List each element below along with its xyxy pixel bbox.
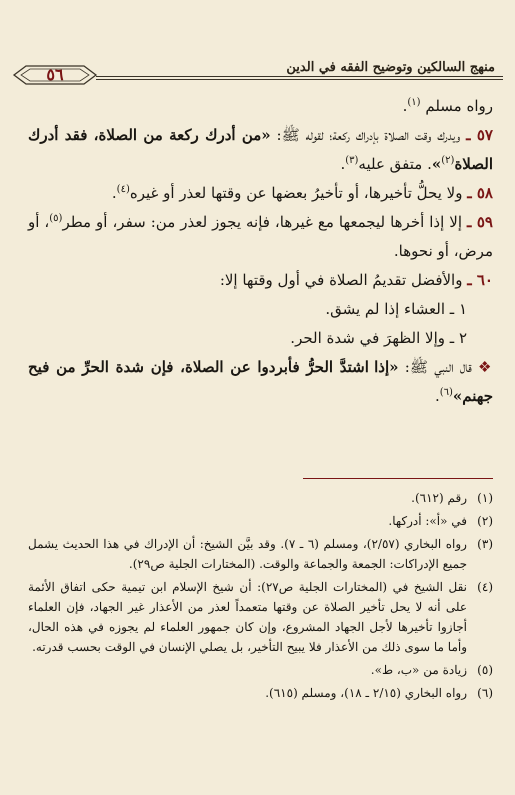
footnote-ref: (٣): [345, 155, 359, 166]
footnote: [28, 660, 493, 680]
hadith-quote: «إذا اشتدَّ الحرُّ فأبردوا عن الصلاة، فإن شدة الحرِّ من فيح جهنم»: [28, 358, 493, 405]
text: .: [434, 387, 440, 405]
running-header: [12, 46, 503, 86]
page-number-frame: [12, 64, 98, 86]
footnote-ref: (٢): [441, 155, 455, 166]
footnote: [28, 577, 493, 657]
rule-number: ٦٠ ـ: [467, 271, 493, 289]
quote-close: »: [431, 155, 442, 173]
footnote-number: (٦): [477, 686, 493, 700]
text: والأفضل تقديمُ الصلاة في أول وقتها إلا:: [219, 271, 463, 289]
footnote-text: رقم (٦١٢).: [411, 491, 467, 505]
footnote-text: رواه البخاري (٢/١٥ ـ ١٨)، ومسلم (٦١٥).: [265, 686, 467, 700]
page-number: ٥٦: [46, 65, 64, 84]
text: رواه مسلم: [425, 97, 493, 115]
paragraph-59: [28, 208, 493, 266]
footnote-number: (٣): [477, 537, 493, 551]
footnote-number: (٥): [477, 663, 493, 677]
footnote: [28, 534, 493, 574]
footnotes: [28, 488, 493, 706]
rule-number: ٥٩ ـ: [467, 213, 493, 231]
book-title: منهج السالكين وتوضيح الفقه في الدين: [286, 60, 495, 75]
ornament-bullet-icon: ❖: [478, 358, 493, 376]
footnote-number: (٢): [477, 514, 493, 528]
footnote-ref: (٦): [439, 387, 453, 398]
paragraph-60: [28, 266, 493, 295]
list-item-1: ١ ـ العشاء إذا لم يشق.: [325, 300, 467, 318]
footnote-ref: (٥): [49, 213, 63, 224]
footnote: [28, 488, 493, 508]
hadith-paragraph: [28, 353, 493, 411]
paragraph-0: رواه مسلم $^{(١)}$.: [402, 97, 493, 115]
text: ولا يحلُّ تأخيرها، أو تأخيرُ بعضها عن وقتها لعذر أو غيره: [129, 184, 463, 202]
footnote-text: رواه البخاري (٢/٥٧)، ومسلم (٦ ـ ٧). وقد بيَّن الشيخ: أن الإدراك في هذا الحديث يشمل جميع الإدراكات: الجمعة والجماعة والوقت. (المختارات الجلية ص٢٩).: [28, 537, 467, 571]
rule-number: ٥٨ ـ: [467, 184, 493, 202]
footnote-text: في «أ»: أدركها.: [388, 514, 467, 528]
rule-number: ٥٧ ـ: [466, 126, 493, 144]
text: ويدرك وقت الصلاة بإدراك ركعة؛ لقوله ﷺ:: [276, 126, 461, 144]
header-rule: [96, 76, 503, 77]
paragraph-57: ٥٧ ـ ويدرك وقت الصلاة بإدراك ركعة؛ لقوله ﷺ: «من أدرك ركعة من الصلاة، فقد أدرك الصلاة$^{(٢)}$». متفق عليه$^{(٣)}$.: [28, 126, 493, 173]
hadith-quote: «من أدرك ركعة من الصلاة، فقد أدرك الصلاة: [28, 126, 493, 173]
footnote-number: (١): [477, 491, 493, 505]
paragraph-58: ٥٨ ـ ولا يحلُّ تأخيرها، أو تأخيرُ بعضها عن وقتها لعذر أو غيره$^{(٤)}$.: [111, 184, 493, 202]
footnote-divider: [303, 478, 493, 479]
footnote-text: زيادة من «ب، ط».: [370, 663, 467, 677]
text: ، أو مرض، أو نحوها.: [28, 213, 493, 260]
footnote: [28, 511, 493, 531]
text: . متفق عليه: [358, 155, 432, 173]
footnote-ref: (١): [407, 97, 421, 108]
footnote: [28, 683, 493, 703]
header-rule-thin: [96, 79, 503, 80]
main-text: [28, 92, 493, 411]
list-item-2: ٢ ـ وإلا الظهرَ في شدة الحر.: [290, 329, 467, 347]
text: قال النبي ﷺ:: [404, 358, 472, 376]
footnote-text: نقل الشيخ في (المختارات الجلية ص٢٧): أن شيخ الإسلام ابن تيمية حكى اتفاق الأئمة على أنه لا يحل تأخير الصلاة عن وقتها متعمداً لعذر من الأعذار غير الجهاد، فإن العلماء أجازوا تأخيرها لأجل الجهاد المشروع، وإن كان جمهور العلماء لم يجوزه في هذه الحال، وأما ما سوى ذلك من الأعذار فلا يبيح التأخير، بل يصلي الإنسان في الوقت بحسب قدرته.: [28, 580, 468, 654]
footnote-number: (٤): [477, 580, 493, 594]
footnote-ref: (٤): [116, 184, 130, 195]
text: إلا إذا أخرها ليجمعها مع غيرها، فإنه يجوز لعذر من: سفر، أو مطر: [62, 213, 462, 231]
